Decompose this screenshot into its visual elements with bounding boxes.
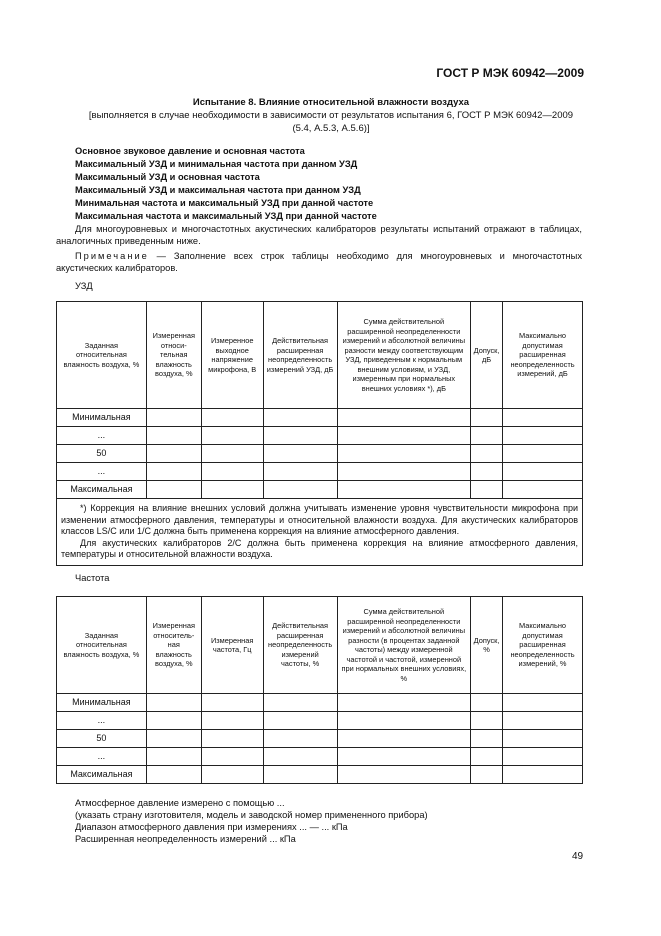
row-label: ... <box>57 427 147 445</box>
test-subtitle-1: [выполняется в случае необходимости в зависимости от результатов испытания 6, ГОСТ Р МЭК 60942—2009 <box>88 110 574 121</box>
table1-footnote <box>57 499 583 566</box>
note-line: Диапазон атмосферного давления при измерениях ... — ... кПа <box>75 822 348 832</box>
note-text: — Заполнение всех строк таблицы необходимо для многоуровневых и многочастотных акустических калибраторов. <box>56 251 582 273</box>
note-label: Примечание <box>75 251 149 261</box>
table1-header-cell: Заданная относительная влажность воздуха, % <box>57 302 147 409</box>
condition-line: Максимальная частота и максимальный УЗД при данной частоте <box>75 211 377 221</box>
table2-header-cell: Действительная расширенная неопределенность измерений частоты, % <box>263 597 337 694</box>
table-row <box>57 730 583 748</box>
row-label: 50 <box>57 730 147 748</box>
table1-header-cell: Допуск, дБ <box>471 302 503 409</box>
note-line: Атмосферное давление измерено с помощью ... <box>75 798 285 808</box>
condition-line: Максимальный УЗД и основная частота <box>75 172 260 182</box>
footnote-paragraph: Для акустических калибраторов 2/C должна быть применена коррекция на влияние атмосферного давления, температуры и относительной влажности воздуха. <box>61 537 578 559</box>
table-row <box>57 481 583 499</box>
row-label: ... <box>57 463 147 481</box>
table-row <box>57 409 583 427</box>
test-conditions-list <box>75 145 377 223</box>
row-label: Максимальная <box>57 766 147 784</box>
test-subtitle-2: (5.4, А.5.3, А.5.6)] <box>292 123 370 134</box>
footnote-paragraph: *) Коррекция на влияние внешних условий должна учитывать изменение уровня чувствительности микрофона при изменении атмосферного давления, температуры и относительной влажности воздуха. Для акустических калибраторов классов LS/C или 1/C должна быть применена коррекция на влияние атмосферного давления. <box>61 503 578 536</box>
table-spl <box>56 301 583 566</box>
table1-header-cell: Измеренное выходное напряжение микрофона, В <box>201 302 263 409</box>
table2-header-cell: Сумма действительной расширенной неопределенности измерений и абсолютной величины разности (в процентах заданной частоты) между измеренной частотой и частотой, измеренной при нормальных внешних условиях, % <box>337 597 470 694</box>
row-label: Минимальная <box>57 694 147 712</box>
note-line: (указать страну изготовителя, модель и заводской номер примененного прибора) <box>75 810 428 820</box>
table1-header-cell: Действительная расширенная неопределенность измерений УЗД, дБ <box>263 302 337 409</box>
table1-header-cell: Измеренная относи-тельная влажность воздуха, % <box>146 302 201 409</box>
table2-header-cell: Измеренная частота, Гц <box>201 597 263 694</box>
row-label: 50 <box>57 445 147 463</box>
condition-line: Максимальный УЗД и максимальная частота при данном УЗД <box>75 185 361 195</box>
condition-line: Основное звуковое давление и основная частота <box>75 146 305 156</box>
table2-header-cell: Заданная относительная влажность воздуха, % <box>57 597 147 694</box>
condition-line: Максимальный УЗД и минимальная частота при данном УЗД <box>75 159 358 169</box>
table-row <box>57 748 583 766</box>
table2-header-cell: Допуск, % <box>471 597 503 694</box>
table-row <box>57 445 583 463</box>
table-frequency <box>56 596 583 784</box>
table-row <box>57 694 583 712</box>
table1-header-cell: Сумма действительной расширенной неопределенности измерений и абсолютной величины разности между соответствующим УЗД, приведенным к нормальным внешним условиям, и УЗД, измеренным при нормальных внешних условиях *), дБ <box>337 302 470 409</box>
condition-line: Минимальная частота и максимальный УЗД при данной частоте <box>75 198 374 208</box>
table2-label: Частота <box>75 573 110 583</box>
table2-header-cell: Измеренная относитель-ная влажность воздуха, % <box>146 597 201 694</box>
table-row <box>57 712 583 730</box>
document-header: ГОСТ Р МЭК 60942—2009 <box>436 66 584 80</box>
table-row <box>57 766 583 784</box>
row-label: ... <box>57 712 147 730</box>
row-label: ... <box>57 748 147 766</box>
measurement-notes <box>75 797 428 845</box>
intro-paragraph: Для многоуровневых и многочастотных акустических калибраторов результаты испытаний отражают в таблицах, аналогичных приведенным ниже. <box>56 224 582 246</box>
table1-label: УЗД <box>75 281 93 291</box>
table1-header-cell: Максимально допустимая расширенная неопределенность измерений, дБ <box>503 302 583 409</box>
test-title-block <box>56 96 606 135</box>
row-label: Максимальная <box>57 481 147 499</box>
row-label: Минимальная <box>57 409 147 427</box>
test-title: Испытание 8. Влияние относительной влажности воздуха <box>192 97 470 108</box>
page-number: 49 <box>572 851 584 862</box>
note-line: Расширенная неопределенность измерений ... кПа <box>75 834 296 844</box>
table-row <box>57 427 583 445</box>
table2-header-cell: Максимально допустимая расширенная неопределенность измерений, % <box>503 597 583 694</box>
note-paragraph <box>56 250 582 274</box>
table-row <box>57 463 583 481</box>
